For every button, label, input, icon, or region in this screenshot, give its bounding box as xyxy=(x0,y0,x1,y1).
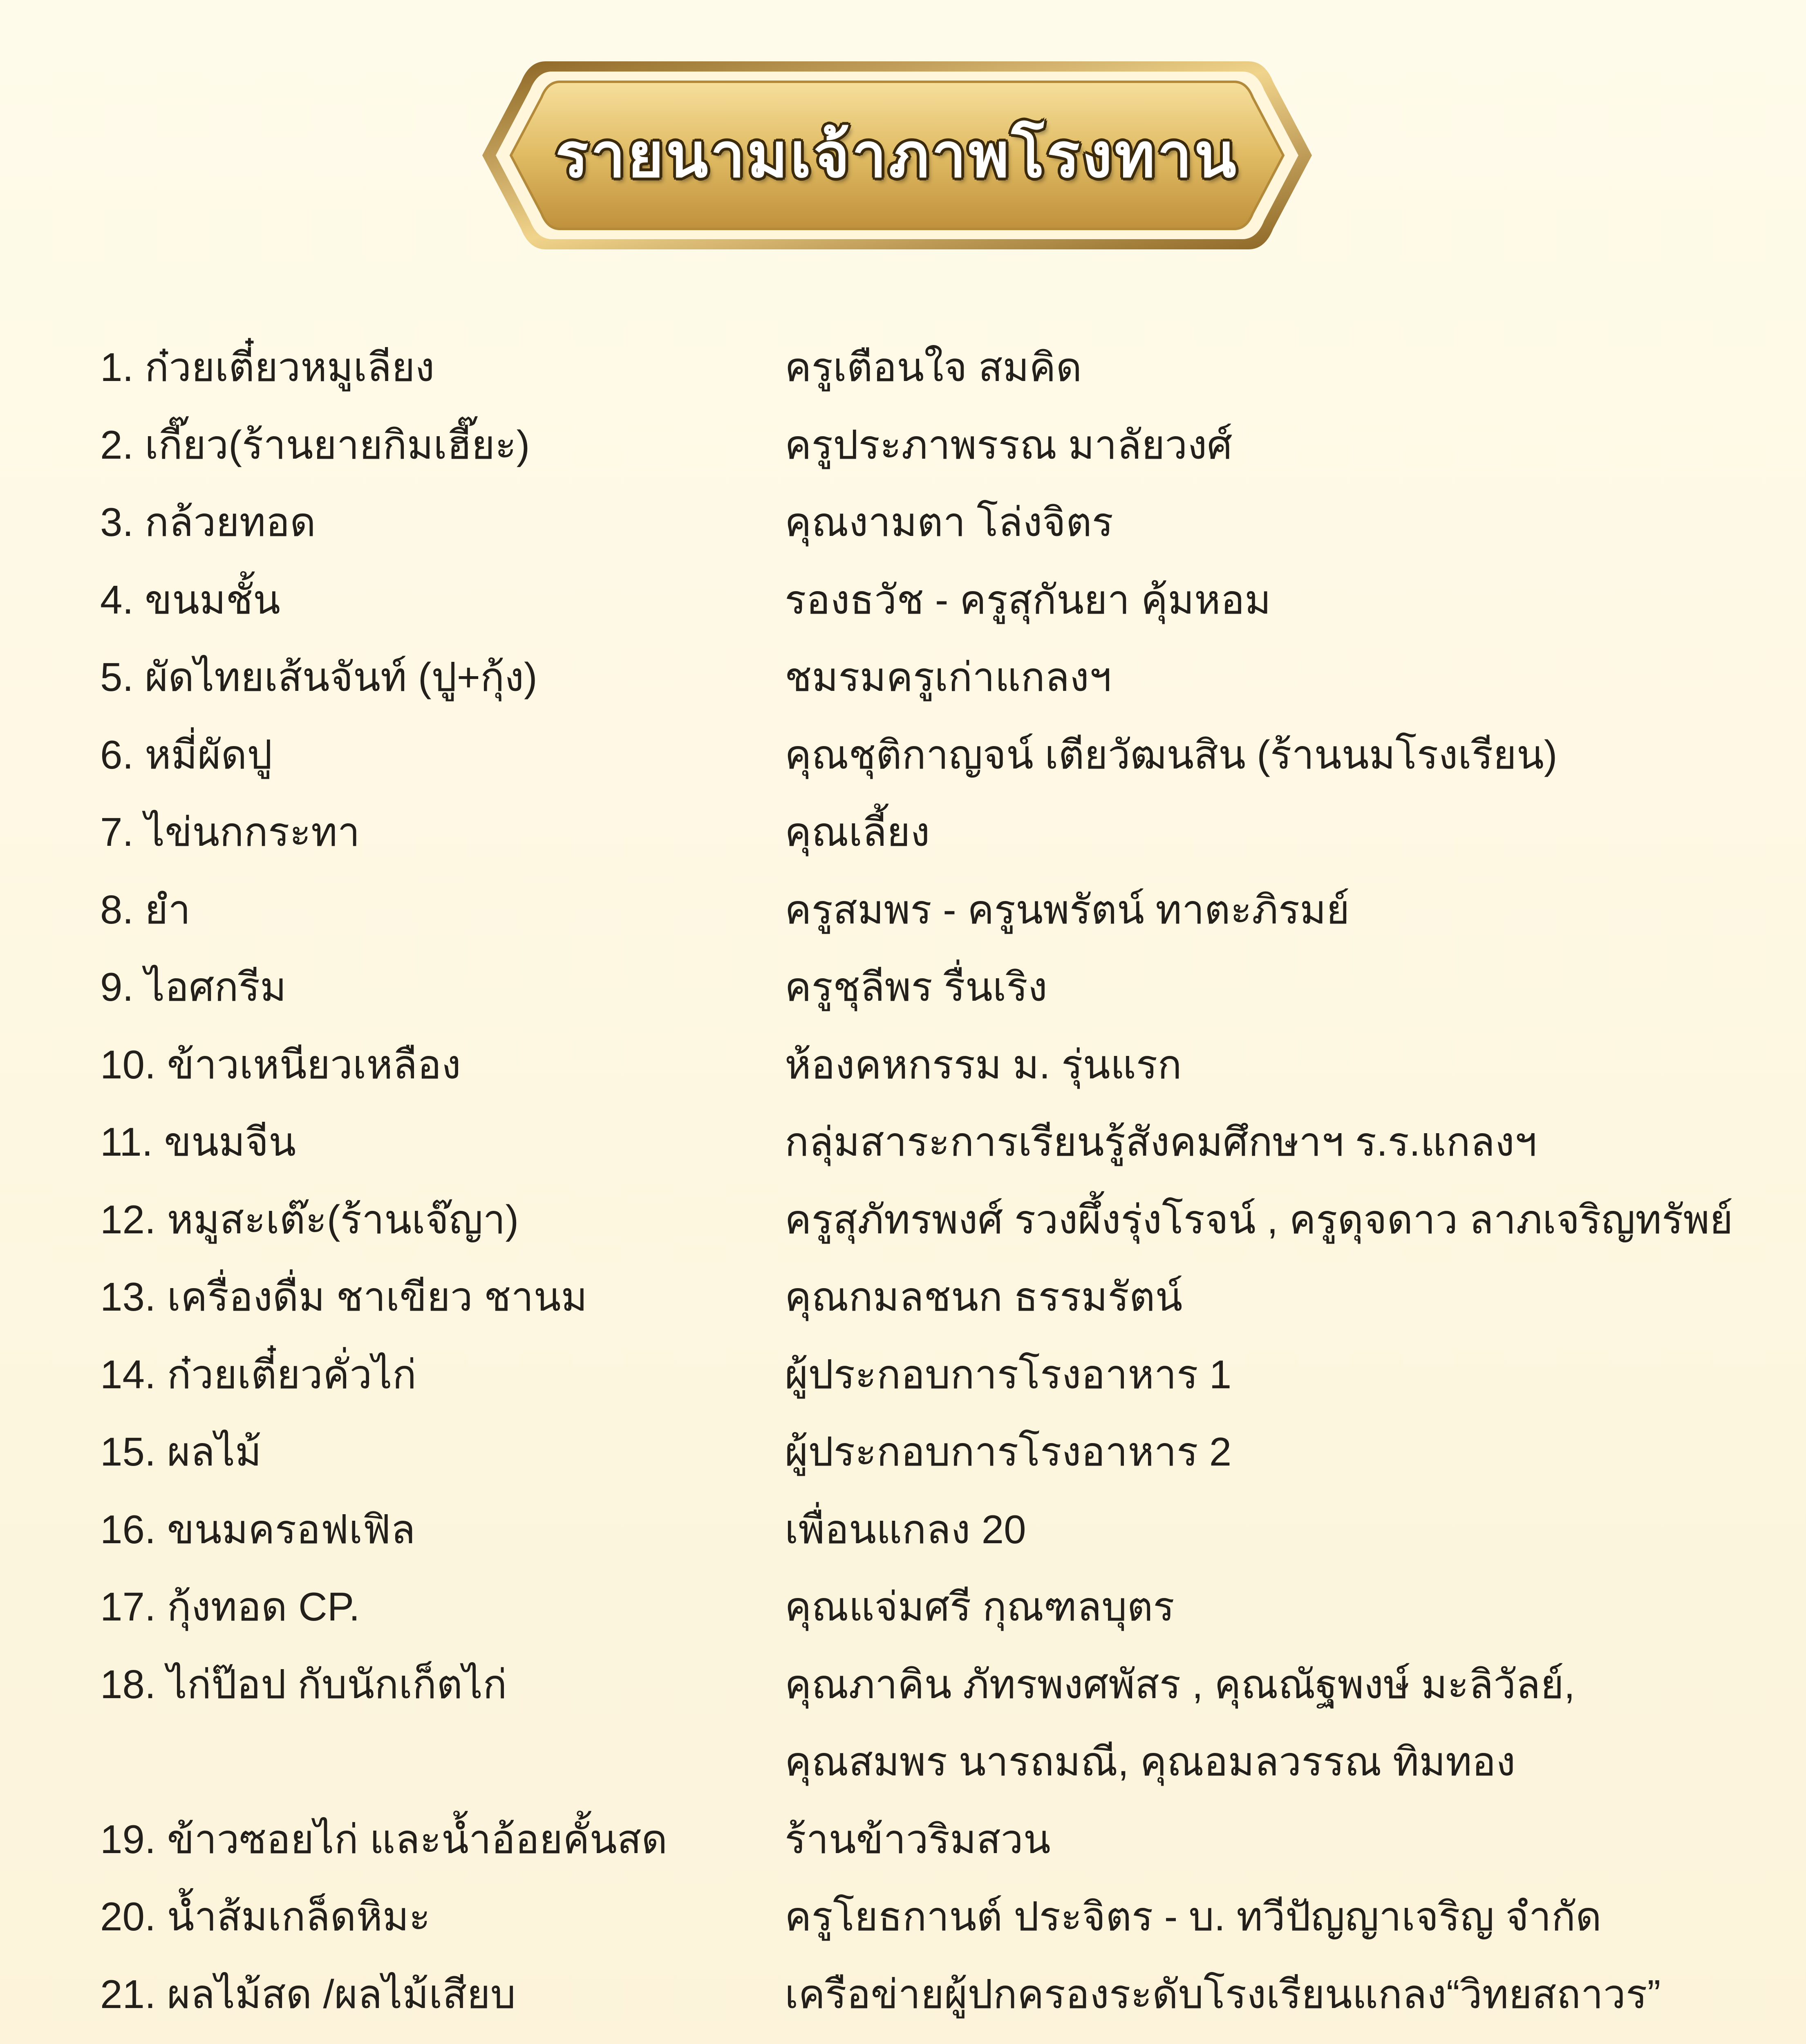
sponsor-name: คุณแจ่มศรี กุณฑลบุตร xyxy=(785,1584,1175,1629)
sponsor-item: 16. ขนมครอฟเฟิล xyxy=(100,1506,416,1552)
sponsor-name: ครูชุลีพร รื่นเริง xyxy=(785,964,1047,1009)
sponsor-item: 4. ขนมชั้น xyxy=(100,577,281,622)
sponsor-row xyxy=(0,795,1806,869)
sponsor-row xyxy=(0,1338,1806,1411)
sponsor-name: ชมรมครูเก่าแกลงฯ xyxy=(785,654,1112,699)
sponsor-row xyxy=(0,330,1806,404)
sponsor-row xyxy=(0,640,1806,714)
sponsor-item: 10. ข้าวเหนียวเหลือง xyxy=(100,1042,461,1087)
sponsor-name: ครูสุภัทรพงศ์ รวงผึ้งรุ่งโรจน์ , ครูดุจดาว ลาภเจริญทรัพย์ xyxy=(785,1197,1733,1242)
sponsor-name: คุณภาคิน ภัทรพงศพัสร , คุณณัฐพงษ์ มะลิวัลย์, xyxy=(785,1661,1575,1707)
page-title: รายนามเจ้าภาพโรงทาน xyxy=(555,121,1239,190)
sponsor-name: คุณเลี้ยง xyxy=(785,809,930,854)
sponsor-row xyxy=(0,950,1806,1024)
sponsor-name: เครือข่ายผู้ปกครองระดับโรงเรียนแกลง“วิทยสถาวร” xyxy=(785,1971,1661,2017)
sponsor-item: 5. ผัดไทยเส้นจันท์ (ปู+กุ้ง) xyxy=(100,654,537,699)
sponsor-row xyxy=(0,718,1806,791)
sponsor-item: 13. เครื่องดื่ม ชาเขียว ชานม xyxy=(100,1274,588,1319)
sponsor-item: 8. ยำ xyxy=(100,887,191,932)
sponsor-name: ครูเตือนใจ สมคิด xyxy=(785,345,1082,390)
sponsor-name: ครูโยธกานต์ ประจิตร - บ. ทวีปัญญาเจริญ จำกัด xyxy=(785,1894,1602,1939)
sponsor-item: 2. เกี๊ยว(ร้านยายกิมเฮี๊ยะ) xyxy=(100,422,530,467)
sponsor-item: 21. ผลไม้สด /ผลไม้เสียบ xyxy=(100,1971,516,2017)
sponsor-row xyxy=(0,408,1806,482)
sponsor-name: ครูประภาพรรณ มาลัยวงศ์ xyxy=(785,422,1233,467)
sponsor-item: 7. ไข่นกกระทา xyxy=(100,809,360,854)
sponsor-row xyxy=(0,1725,1806,1798)
sponsor-row xyxy=(0,1647,1806,1721)
sponsor-name: ผู้ประกอบการโรงอาหาร 2 xyxy=(785,1429,1232,1474)
sponsor-item: 3. กล้วยทอด xyxy=(100,500,316,545)
sponsor-row xyxy=(0,873,1806,946)
sponsor-item: 14. ก๋วยเตี๋ยวคั่วไก่ xyxy=(100,1351,417,1397)
sponsor-row xyxy=(0,1260,1806,1334)
sponsor-name: คุณสมพร นารถมณี, คุณอมลวรรณ ทิมทอง xyxy=(785,1739,1516,1784)
sponsor-item: 6. หมี่ผัดปู xyxy=(100,732,273,777)
sponsor-name: คุณงามตา โล่งจิตร xyxy=(785,500,1114,545)
sponsor-row xyxy=(0,1957,1806,2031)
sponsor-row xyxy=(0,563,1806,637)
sponsor-row xyxy=(0,1028,1806,1101)
sponsor-item: 18. ไก่ป๊อป กับนักเก็ตไก่ xyxy=(100,1661,507,1707)
sponsor-row xyxy=(0,1415,1806,1488)
sponsor-row xyxy=(0,1105,1806,1179)
sponsor-name: กลุ่มสาระการเรียนรู้สังคมศึกษาฯ ร.ร.แกลงฯ xyxy=(785,1119,1537,1164)
sponsor-name: เพื่อนแกลง 20 xyxy=(785,1506,1026,1552)
sponsor-row xyxy=(0,485,1806,559)
sponsor-item: 20. น้ำส้มเกล็ดหิมะ xyxy=(100,1894,431,1939)
sponsor-name: รองธวัช - ครูสุกันยา คุ้มหอม xyxy=(785,577,1271,622)
sponsor-name: ห้องคหกรรม ม. รุ่นแรก xyxy=(785,1042,1182,1087)
sponsor-name: คุณชุติกาญจน์ เตียวัฒนสิน (ร้านนมโรงเรียน) xyxy=(785,732,1558,777)
sponsor-name: ร้านข้าวริมสวน xyxy=(785,1816,1051,1862)
sponsor-item: 17. กุ้งทอด CP. xyxy=(100,1584,360,1629)
sponsor-row xyxy=(0,1570,1806,1643)
sponsor-item: 11. ขนมจีน xyxy=(100,1119,296,1164)
sponsor-row xyxy=(0,1880,1806,1953)
sponsor-item: 1. ก๋วยเตี๋ยวหมูเลียง xyxy=(100,345,435,390)
sponsor-name: คุณกมลชนก ธรรมรัตน์ xyxy=(785,1274,1183,1319)
sponsor-name: ครูสมพร - ครูนพรัตน์ ทาตะภิรมย์ xyxy=(785,887,1350,932)
sponsor-item: 15. ผลไม้ xyxy=(100,1429,262,1474)
sponsor-name: ผู้ประกอบการโรงอาหาร 1 xyxy=(785,1351,1232,1397)
sponsor-item: 12. หมูสะเต๊ะ(ร้านเจ๊ญา) xyxy=(100,1197,519,1242)
sponsor-row xyxy=(0,1802,1806,1876)
sponsor-row xyxy=(0,1183,1806,1256)
sponsor-item: 19. ข้าวซอยไก่ และน้ำอ้อยคั้นสด xyxy=(100,1816,668,1862)
sponsor-item: 9. ไอศกรีม xyxy=(100,964,286,1009)
sponsor-row xyxy=(0,1493,1806,1566)
